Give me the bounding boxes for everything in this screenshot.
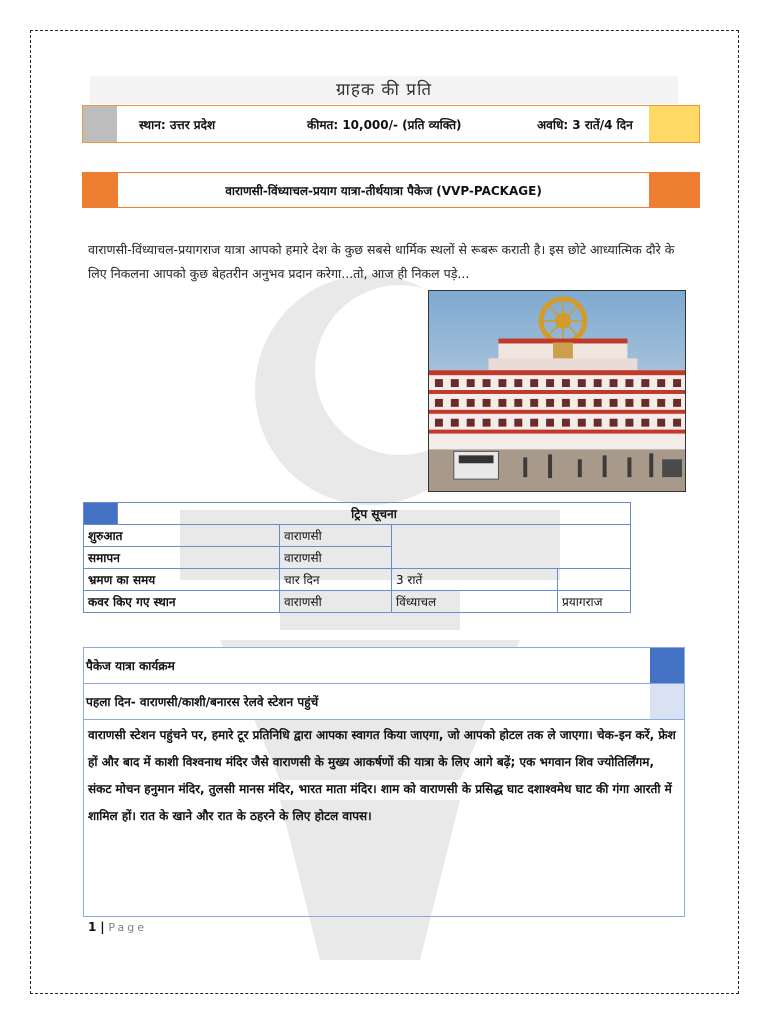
page-label: Page bbox=[108, 921, 148, 934]
varanasi-station-photo bbox=[428, 290, 686, 492]
trip-table-header-row bbox=[84, 503, 631, 525]
day1-title-row bbox=[84, 684, 684, 720]
trip-table-blue-cell bbox=[84, 503, 118, 525]
copy-title: ग्राहक की प्रति bbox=[90, 76, 678, 104]
trip-row-label: समापन bbox=[84, 547, 280, 569]
page-number: 1 bbox=[88, 920, 97, 934]
package-title: वाराणसी-विंध्याचल-प्रयाग यात्रा-तीर्थयात्रा पैकेज (VVP-PACKAGE) bbox=[225, 183, 542, 198]
location-text: स्थान: उत्तर प्रदेश bbox=[139, 117, 216, 132]
info-bar bbox=[82, 105, 700, 143]
trip-row-label: भ्रमण का समय bbox=[84, 569, 280, 591]
info-bar-yellow-block bbox=[649, 106, 699, 142]
day1-description: वाराणसी स्टेशन पहुंचने पर, हमारे टूर प्रतिनिधि द्वारा आपका स्वागत किया जाएगा, जो आपको होटल तक ले जाएगा। चेक-इन करें, फ्रेश हों और बाद में काशी विश्वनाथ मंदिर जैसे वाराणसी के मुख्य आकर्षणों की यात्रा के लिए आगे बढ़ें; एक भगवान शिव ज्योतिर्लिंगम, संकट मोचन हनुमान मंदिर, तुलसी मानस मंदिर, भारत माता मंदिर। शाम को वाराणसी के प्रसिद्ध घाट दशाश्वमेध घाट की गंगा आरती में शामिल हों। रात के खाने और रात के ठहरने के लिए होटल वापस। bbox=[88, 728, 676, 823]
duration-text: अवधि: 3 रातें/4 दिन bbox=[537, 117, 633, 132]
trip-row-value: वाराणसी bbox=[279, 547, 391, 569]
trip-info-table bbox=[83, 502, 631, 613]
package-bar-orange-right bbox=[649, 173, 699, 207]
trip-empty-cell bbox=[391, 525, 630, 569]
day1-lightblue-block bbox=[650, 684, 684, 719]
trip-table-title: ट्रिप सूचना bbox=[118, 503, 631, 525]
itinerary-heading: पैकेज यात्रा कार्यक्रम bbox=[86, 659, 175, 673]
table-row bbox=[84, 591, 631, 613]
trip-row-value: वाराणसी bbox=[279, 525, 391, 547]
page-footer bbox=[88, 920, 147, 934]
day1-title: पहला दिन- वाराणसी/काशी/बनारस रेलवे स्टेशन पहुंचें bbox=[86, 695, 319, 709]
intro-paragraph: वाराणसी-विंध्याचल-प्रयागराज यात्रा आपको हमारे देश के कुछ सबसे धार्मिक स्थलों से रूबरू कराती है। इस छोटे आध्यात्मिक दौरे के लिए निकलना आपको कुछ बेहतरीन अनुभव प्रदान करेगा...तो, आज ही निकल पड़े... bbox=[88, 242, 675, 281]
info-bar-grey-block bbox=[83, 106, 117, 142]
trip-row-value: चार दिन bbox=[279, 569, 391, 591]
package-bar-orange-left bbox=[83, 173, 118, 207]
trip-row-label: कवर किए गए स्थान bbox=[84, 591, 280, 613]
table-row bbox=[84, 525, 631, 547]
trip-empty-cell bbox=[557, 569, 630, 591]
package-title-bar bbox=[82, 172, 700, 208]
trip-row-value: वाराणसी bbox=[279, 591, 391, 613]
trip-row-label: शुरुआत bbox=[84, 525, 280, 547]
itinerary-blue-block bbox=[650, 648, 684, 683]
trip-row-value: विंध्याचल bbox=[391, 591, 557, 613]
itinerary-heading-row bbox=[84, 648, 684, 684]
price-text: कीमत: 10,000/- (प्रति व्यक्ति) bbox=[307, 117, 462, 132]
trip-row-value: प्रयागराज bbox=[557, 591, 630, 613]
table-row bbox=[84, 569, 631, 591]
page-separator: | bbox=[100, 920, 105, 934]
trip-row-value: 3 रातें bbox=[391, 569, 557, 591]
itinerary-box bbox=[83, 647, 685, 917]
